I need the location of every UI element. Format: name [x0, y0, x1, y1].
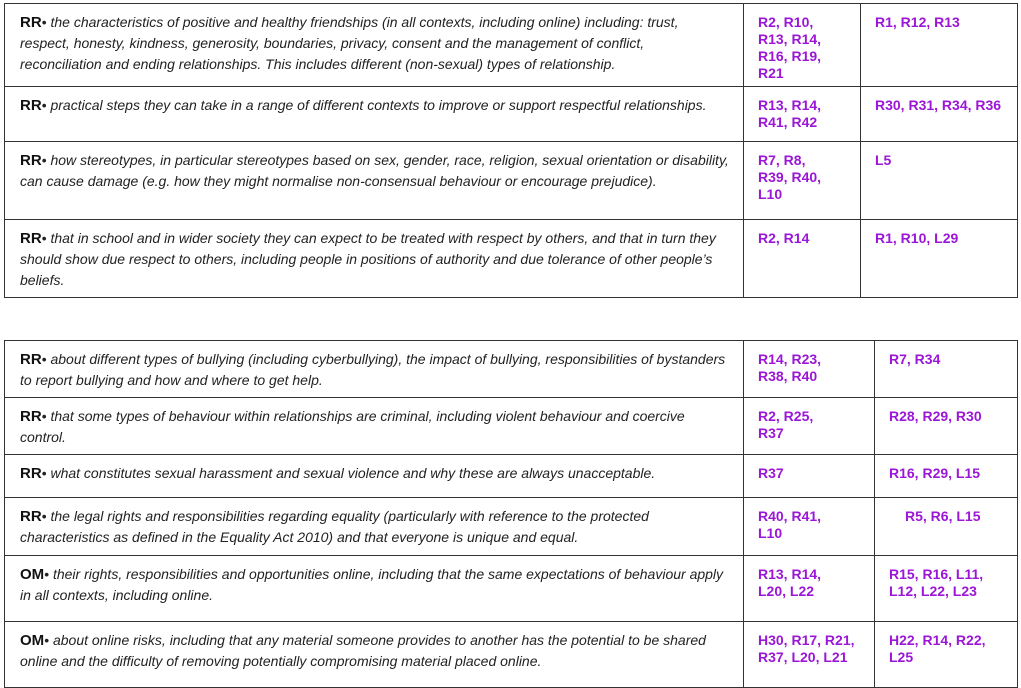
objective-text: • practical steps they can take in a range of different contexts to improve or support respectful relationships. [41, 97, 707, 113]
reference-cell: R7, R34 [875, 341, 1018, 398]
table-row [5, 341, 1018, 398]
objective-code: RR [20, 465, 42, 482]
reference-cell: R14, R23, R38, R40 [744, 341, 875, 398]
reference-cell: R1, R10, L29 [861, 220, 1018, 298]
reference-cell: R5, R6, L15 [875, 498, 1018, 556]
objective-text: • that in school and in wider society they can expect to be treated with respect by others, and that in turn they should show due respect to others, including people in positions of authority and due tolerance of other people’s beliefs. [20, 230, 716, 288]
curriculum-table-1 [4, 3, 1018, 298]
objective-cell [5, 4, 744, 87]
objective-text: • the characteristics of positive and healthy friendships (in all contexts, including online) including: trust, respect, honesty, kindness, generosity, boundaries, privacy, consent and the management of conflict, reconciliation and ending relationships. This includes different (non-sexual) types of relationship. [20, 14, 679, 72]
objective-code: RR [20, 97, 42, 114]
objective-cell [5, 87, 744, 142]
reference-cell: R40, R41, L10 [744, 498, 875, 556]
objective-code: RR [20, 230, 42, 247]
objective-cell [5, 398, 744, 455]
reference-cell: H30, R17, R21, R37, L20, L21 [744, 622, 875, 688]
table-row [5, 498, 1018, 556]
objective-text: • about different types of bullying (including cyberbullying), the impact of bullying, responsibilities of bystanders to report bullying and how and where to get help. [20, 351, 726, 388]
reference-cell: H22, R14, R22, L25 [875, 622, 1018, 688]
table-row [5, 87, 1018, 142]
table-row [5, 622, 1018, 688]
reference-cell: L5 [861, 142, 1018, 220]
table-row [5, 398, 1018, 455]
objective-code: OM [20, 566, 45, 583]
objective-code: RR [20, 408, 42, 425]
objective-text: • their rights, responsibilities and opportunities online, including that the same expectations of behaviour apply in all contexts, including online. [20, 566, 724, 603]
table-row [5, 220, 1018, 298]
reference-cell: R13, R14, L20, L22 [744, 556, 875, 622]
reference-cell: R7, R8, R39, R40, L10 [744, 142, 861, 220]
objective-cell [5, 455, 744, 498]
objective-text: • how stereotypes, in particular stereotypes based on sex, gender, race, religion, sexual orientation or disability, can cause damage (e.g. how they might normalise non-consensual behaviour or encourage prejudice). [20, 152, 729, 189]
reference-cell: R28, R29, R30 [875, 398, 1018, 455]
reference-cell: R30, R31, R34, R36 [861, 87, 1018, 142]
reference-cell: R37 [744, 455, 875, 498]
objective-text: • the legal rights and responsibilities regarding equality (particularly with reference to the protected characteristics as defined in the Equality Act 2010) and that everyone is unique and equal. [20, 508, 649, 545]
objective-cell [5, 142, 744, 220]
objective-cell [5, 341, 744, 398]
reference-cell: R2, R10, R13, R14, R16, R19, R21 [744, 4, 861, 87]
objective-cell [5, 498, 744, 556]
objective-cell [5, 622, 744, 688]
reference-cell: R2, R25, R37 [744, 398, 875, 455]
table-row [5, 556, 1018, 622]
objective-text: • what constitutes sexual harassment and sexual violence and why these are always unacceptable. [41, 465, 656, 481]
objective-code: RR [20, 152, 42, 169]
reference-cell: R15, R16, L11, L12, L22, L23 [875, 556, 1018, 622]
table-row [5, 142, 1018, 220]
reference-cell: R2, R14 [744, 220, 861, 298]
objective-cell [5, 556, 744, 622]
objective-text: • that some types of behaviour within relationships are criminal, including violent behaviour and coercive control. [20, 408, 685, 445]
curriculum-table-2 [4, 340, 1018, 688]
objective-code: RR [20, 14, 42, 31]
objective-code: OM [20, 632, 45, 649]
reference-cell: R16, R29, L15 [875, 455, 1018, 498]
objective-code: RR [20, 508, 42, 525]
objective-cell [5, 220, 744, 298]
table-row [5, 4, 1018, 87]
objective-code: RR [20, 351, 42, 368]
table-row [5, 455, 1018, 498]
reference-cell: R13, R14, R41, R42 [744, 87, 861, 142]
objective-text: • about online risks, including that any material someone provides to another has the potential to be shared online and the difficulty of removing potentially compromising material placed online. [20, 632, 706, 669]
reference-cell: R1, R12, R13 [861, 4, 1018, 87]
